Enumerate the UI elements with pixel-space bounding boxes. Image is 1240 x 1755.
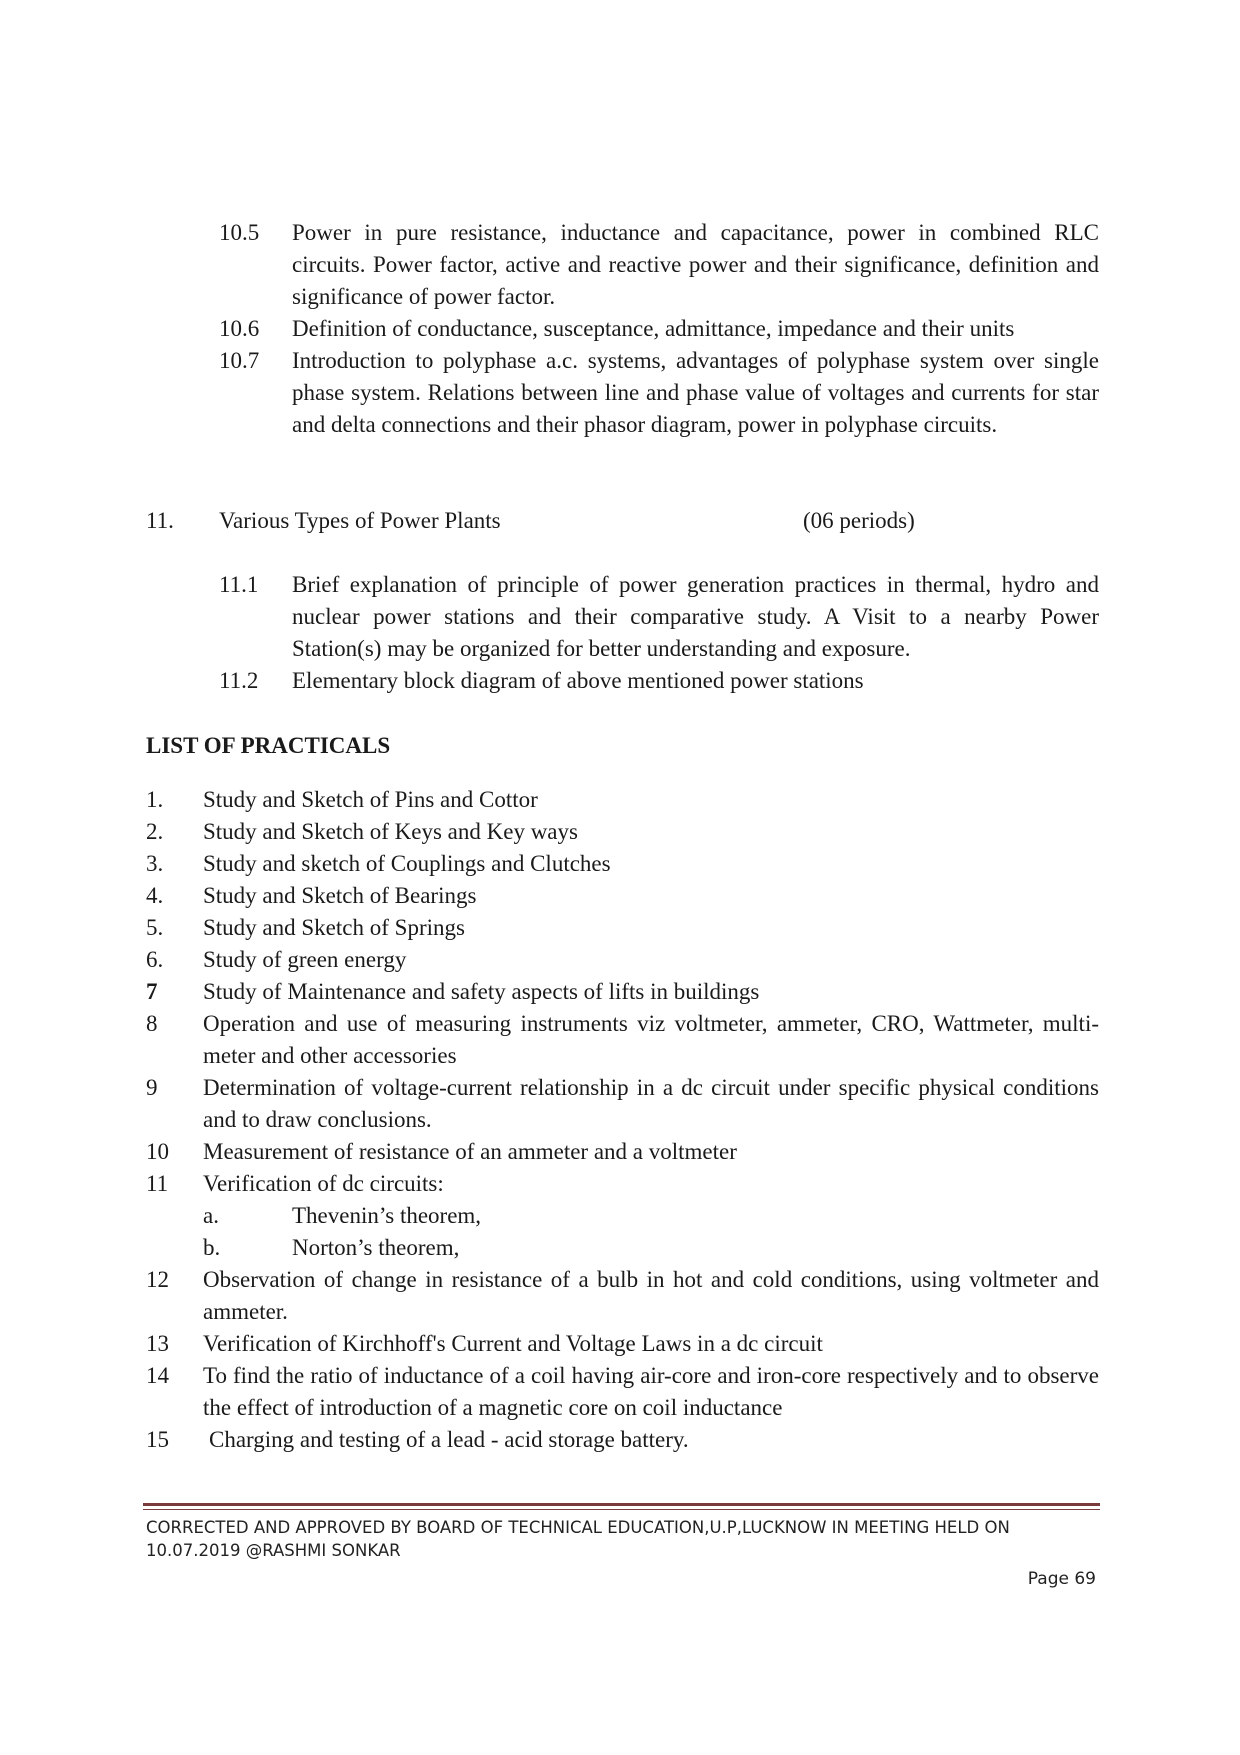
item-number: 13 (146, 1331, 169, 1356)
list-subitem (146, 1200, 1099, 1232)
practicals-list (146, 784, 1099, 1456)
item-text: Measurement of resistance of an ammeter and a voltmeter (203, 1139, 737, 1164)
item-text: Observation of change in resistance of a bulb in hot and cold conditions, using voltmeter and ammeter. (203, 1267, 1099, 1324)
list-item (146, 1424, 1099, 1456)
item-number: 14 (146, 1363, 169, 1388)
item-number: 11 (146, 1171, 169, 1196)
footer-rule-thin (143, 1509, 1100, 1510)
subitem-text: Definition of conductance, susceptance, admittance, impedance and their units (292, 316, 1015, 341)
subitem-11-1 (219, 569, 1099, 665)
item-number: 3. (146, 851, 164, 876)
list-item (146, 1328, 1099, 1360)
subitem-number: 11.2 (219, 668, 259, 693)
item-text: Study of Maintenance and safety aspects of lifts in buildings (203, 979, 760, 1004)
list-item (146, 1264, 1099, 1328)
item-text: Study of green energy (203, 947, 407, 972)
item-text: Determination of voltage-current relationship in a dc circuit under specific physical conditions and to draw conclusions. (203, 1075, 1099, 1132)
item-number: 15 (146, 1427, 169, 1452)
footer-note (146, 1516, 1106, 1562)
item-text: Study and Sketch of Pins and Cottor (203, 787, 538, 812)
item-text: Verification of Kirchhoff's Current and Voltage Laws in a dc circuit (203, 1331, 823, 1356)
subitem-text: Introduction to polyphase a.c. systems, advantages of polyphase system over single phase system. Relations between line and phase value of voltages and currents for star and delta connections and their phasor diagram, power in polyphase circuits. (292, 348, 1099, 437)
item-number: 12 (146, 1267, 169, 1292)
item-text: Charging and testing of a lead - acid storage battery. (209, 1427, 689, 1452)
subitem-10-6 (219, 313, 1099, 345)
item-number: 5. (146, 915, 164, 940)
list-item (146, 880, 1099, 912)
section-number: 11. (146, 508, 174, 533)
item-number: 10 (146, 1139, 169, 1164)
item-text: To find the ratio of inductance of a coil having air-core and iron-core respectively and to observe the effect of introduction of a magnetic core on coil inductance (203, 1363, 1099, 1420)
item-number: a. (203, 1203, 219, 1228)
list-item (146, 1136, 1099, 1168)
item-text: Norton’s theorem, (292, 1235, 460, 1260)
footer-line-2: 10.07.2019 @RASHMI SONKAR (146, 1541, 401, 1560)
item-number: 6. (146, 947, 164, 972)
list-item (146, 848, 1099, 880)
subitem-text: Brief explanation of principle of power generation practices in thermal, hydro and nuclear power stations and their comparative study. A Visit to a nearby Power Station(s) may be organized for better understanding and exposure. (292, 572, 1099, 661)
list-item (146, 912, 1099, 944)
subitem-text: Elementary block diagram of above mentioned power stations (292, 668, 864, 693)
subitem-11-2 (219, 665, 1099, 697)
list-item (146, 816, 1099, 848)
item-text: Operation and use of measuring instruments viz voltmeter, ammeter, CRO, Wattmeter, multi-meter and other accessories (203, 1011, 1099, 1068)
list-item (146, 1008, 1099, 1072)
subitem-number: 11.1 (219, 572, 259, 597)
item-text: Study and sketch of Couplings and Clutches (203, 851, 611, 876)
subitem-10-5 (219, 217, 1099, 313)
list-item (146, 944, 1099, 976)
subitem-number: 10.7 (219, 348, 260, 373)
list-item (146, 1168, 1099, 1200)
item-number: 8 (146, 1011, 158, 1036)
item-number: 2. (146, 819, 164, 844)
list-item (146, 1072, 1099, 1136)
item-text: Verification of dc circuits: (203, 1171, 444, 1196)
item-number: b. (203, 1235, 221, 1260)
page-number: Page 69 (1027, 1569, 1096, 1589)
item-number: 4. (146, 883, 164, 908)
subitem-10-7 (219, 345, 1099, 441)
section-title: Various Types of Power Plants (219, 508, 501, 533)
item-number: 1. (146, 787, 164, 812)
subitem-number: 10.5 (219, 220, 260, 245)
item-text: Thevenin’s theorem, (292, 1203, 482, 1228)
item-number: 7 (146, 979, 158, 1004)
footer-rule (143, 1503, 1100, 1506)
subitem-text: Power in pure resistance, inductance and capacitance, power in combined RLC circuits. Power factor, active and reactive power and their significance, definition and significance of power factor. (292, 220, 1099, 309)
section-periods: (06 periods) (803, 508, 915, 533)
practicals-heading: LIST OF PRACTICALS (146, 733, 391, 758)
item-text: Study and Sketch of Keys and Key ways (203, 819, 578, 844)
subitem-number: 10.6 (219, 316, 260, 341)
list-item (146, 976, 1099, 1008)
list-subitem (146, 1232, 1099, 1264)
footer-line-1: CORRECTED AND APPROVED BY BOARD OF TECHNICAL EDUCATION,U.P,LUCKNOW IN MEETING HELD ON (146, 1518, 1010, 1537)
item-number: 9 (146, 1075, 158, 1100)
list-item (146, 784, 1099, 816)
item-text: Study and Sketch of Springs (203, 915, 465, 940)
list-item (146, 1360, 1099, 1424)
item-text: Study and Sketch of Bearings (203, 883, 477, 908)
